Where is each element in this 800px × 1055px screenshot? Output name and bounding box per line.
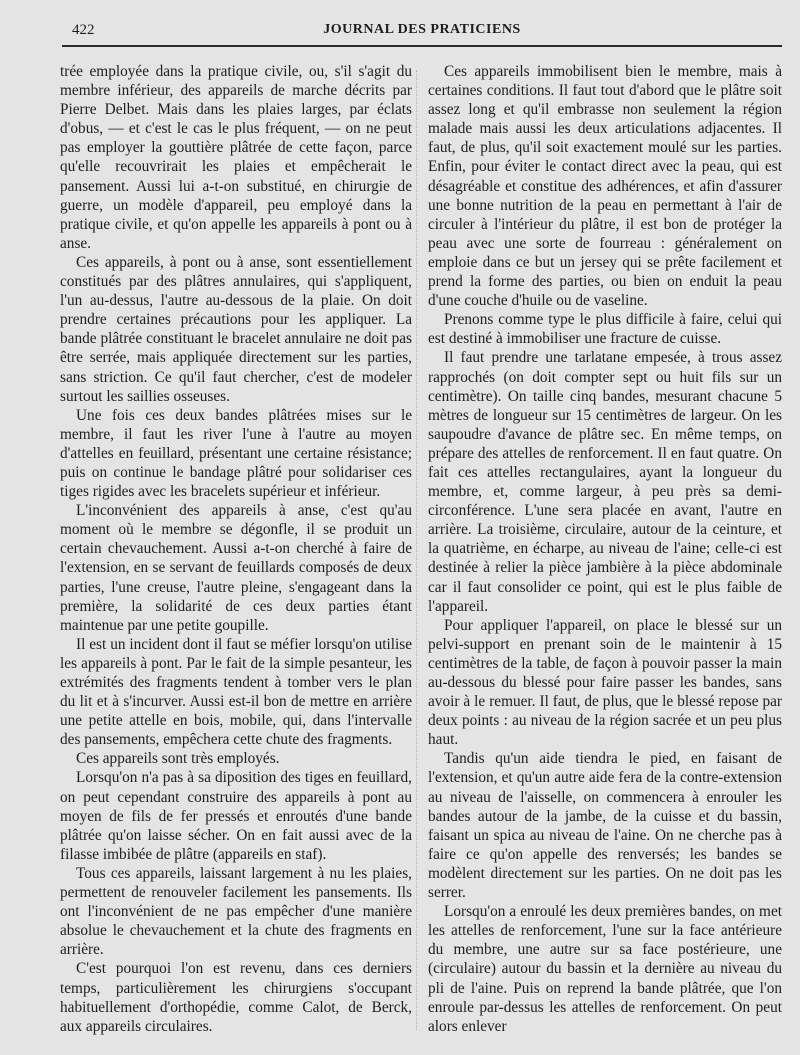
- paragraph: C'est pourquoi l'on est revenu, dans ces derniers temps, particulièrement les chirurgiens s'occupant habituellement d'orthopédie, comme Calot, de Berck, aux appareils circulaires.: [60, 960, 412, 1035]
- paragraph: Prenons comme type le plus difficile à faire, celui qui est destiné à immobiliser une fracture de cuisse.: [428, 311, 782, 348]
- paragraph: Pour appliquer l'appareil, on place le blessé sur un pelvi-support en prenant soin de le maintenir à 15 centimètres de la table, de façon à pouvoir passer la main au-dessous du blessé pour faire passer les bandes, sans avoir à le remuer. Il faut, de plus, que le blessé repose par deux points : au niveau de la région sacrée et un peu plus haut.: [428, 616, 782, 749]
- paragraph: trée employée dans la pratique civile, ou, s'il s'agit du membre inférieur, des appareils de marche décrits par Pierre Delbet. Mais dans les plaies larges, par éclats d'obus, — et c'est le cas le plus fréquent, — on ne peut pas employer la gouttière plâtrée de cette façon, parce qu'elle recouvrirait les plaies et empêcherait le pansement. Aussi lui a-t-on substitué, en chirurgie de guerre, un modèle d'appareil, peu employé dans la pratique civile, et qu'on appelle les appareils à pont ou à anse.: [60, 63, 412, 252]
- right-column: [428, 62, 782, 1036]
- left-column: [60, 62, 412, 1036]
- paragraph: Tandis qu'un aide tiendra le pied, en faisant de l'extension, et qu'un autre aide fera de la contre-extension au niveau de l'aisselle, on commencera à enrouler les bandes autour de la jambe, de la cuisse et du bassin, faisant un spica au niveau de l'aine. On ne cherche pas à faire ce qu'on appelle des renversés; les bandes se modèlent directement sur les parties. On ne doit pas les serrer.: [428, 750, 782, 902]
- paragraph: L'inconvénient des appareils à anse, c'est qu'au moment où le membre se dégonfle, il se produit un certain chevauchement. Aussi a-t-on cherché à faire de l'extension, en se servant de feuillards composés de deux parties, l'une creuse, l'autre pleine, s'engageant dans la première, la solidarité de ces deux parties étant maintenue par une petite goupille.: [60, 502, 412, 634]
- paragraph: Il faut prendre une tarlatane empesée, à trous assez rapprochés (on doit compter sept ou huit fils sur un centimètre). On taille cinq bandes, mesurant chacune 5 mètres de longueur sur 15 centimètres de largeur. On les saupoudre d'avance de plâtre sec. En même temps, on prépare des attelles de renforcement. Il en faut quatre. On fait ces attelles rectangulaires, ayant la longueur du membre, et, comme largeur, à peu près sa demi-circonférence. L'une sera placée en avant, l'autre en arrière. La troisième, circulaire, autour de la ceinture, et la quatrième, en écharpe, au niveau de l'aine; celle-ci est destinée à relier la pièce jambière à la pièce abdominale car il faut consolider ce point, qui est le plus faible de l'appareil.: [428, 349, 782, 615]
- paragraph: Tous ces appareils, laissant largement à nu les plaies, permettent de renouveler facilement les pansements. Ils ont l'inconvénient de ne pas empêcher d'une manière absolue le chevauchement et la chute des fragments en arrière.: [60, 864, 412, 959]
- paragraph: Lorsqu'on n'a pas à sa diposition des tiges en feuillard, on peut cependant construire des appareils à pont au moyen de fils de fer pressés et enroutés d'une bande plâtrée qu'on laisse sécher. On en fait aussi avec de la filasse imbibée de plâtre (appareils en staf).: [60, 769, 412, 863]
- column-gutter: [416, 70, 417, 1030]
- paragraph: Il est un incident dont il faut se méfier lorsqu'on utilise les appareils à pont. Par le fait de la simple pesanteur, les extrémités des fragments tendent à tomber vers le plan du lit et à s'incurver. Aussi est-il bon de mettre en arrière une petite attelle en bois, mobile, qui, dans l'intervalle des pansements, empêchera cette chute des fragments.: [60, 635, 412, 749]
- paragraph: Lorsqu'on a enroulé les deux premières bandes, on met les attelles de renforcement, l'une sur la face antérieure du membre, une autre sur sa face postérieure, une (circulaire) autour du bassin et la dernière au niveau du pli de l'aine. Puis on reprend la bande plâtrée, que l'on enroule par-dessus les attelles de renforcement. On peut alors enlever: [428, 903, 782, 1035]
- page-number: 422: [72, 22, 95, 38]
- paragraph: Ces appareils, à pont ou à anse, sont essentiellement constitués par des plâtres annulaires, qui s'appliquent, l'un au-dessus, l'autre au-dessous de la plaie. On doit prendre certaines précautions pour les appliquer. La bande plâtrée constituant le bracelet annulaire ne doit pas être serrée, mais appliquée directement sur les parties, sans striction. Ce qu'il faut chercher, c'est de modeler surtout les saillies osseuses.: [60, 253, 412, 405]
- paragraph: Une fois ces deux bandes plâtrées mises sur le membre, il faut les river l'une à l'autre au moyen d'attelles en feuillard, présentant une certaine résistance; puis on continue le bandage plâtré pour solidariser ces tiges rigides avec les bracelets supérieur et inférieur.: [60, 406, 412, 501]
- page-header: [62, 20, 782, 42]
- running-title: JOURNAL DES PRATICIENS: [323, 22, 521, 37]
- paragraph: Ces appareils immobilisent bien le membre, mais à certaines conditions. Il faut tout d'abord que le plâtre soit assez long et qu'il embrasse non seulement la région malade mais aussi les deux articulations adjacentes. Il faut, de plus, qu'il soit exactement moulé sur les parties. Enfin, pour éviter le contact direct avec la peau, qui est désagréable et constitue des adhérences, et afin d'assurer une bonne nutrition de la peau en permettant à l'air de circuler à l'intérieur du plâtre, il est bon de protéger la peau avec une sorte de fourreau : généralement on emploie dans ce but un jersey qui se prête facilement et prend la forme des parties, ou bien on enduit la peau d'une couche d'huile ou de vaseline.: [428, 63, 782, 310]
- header-rule: [62, 45, 782, 47]
- paragraph: Ces appareils sont très employés.: [76, 750, 280, 768]
